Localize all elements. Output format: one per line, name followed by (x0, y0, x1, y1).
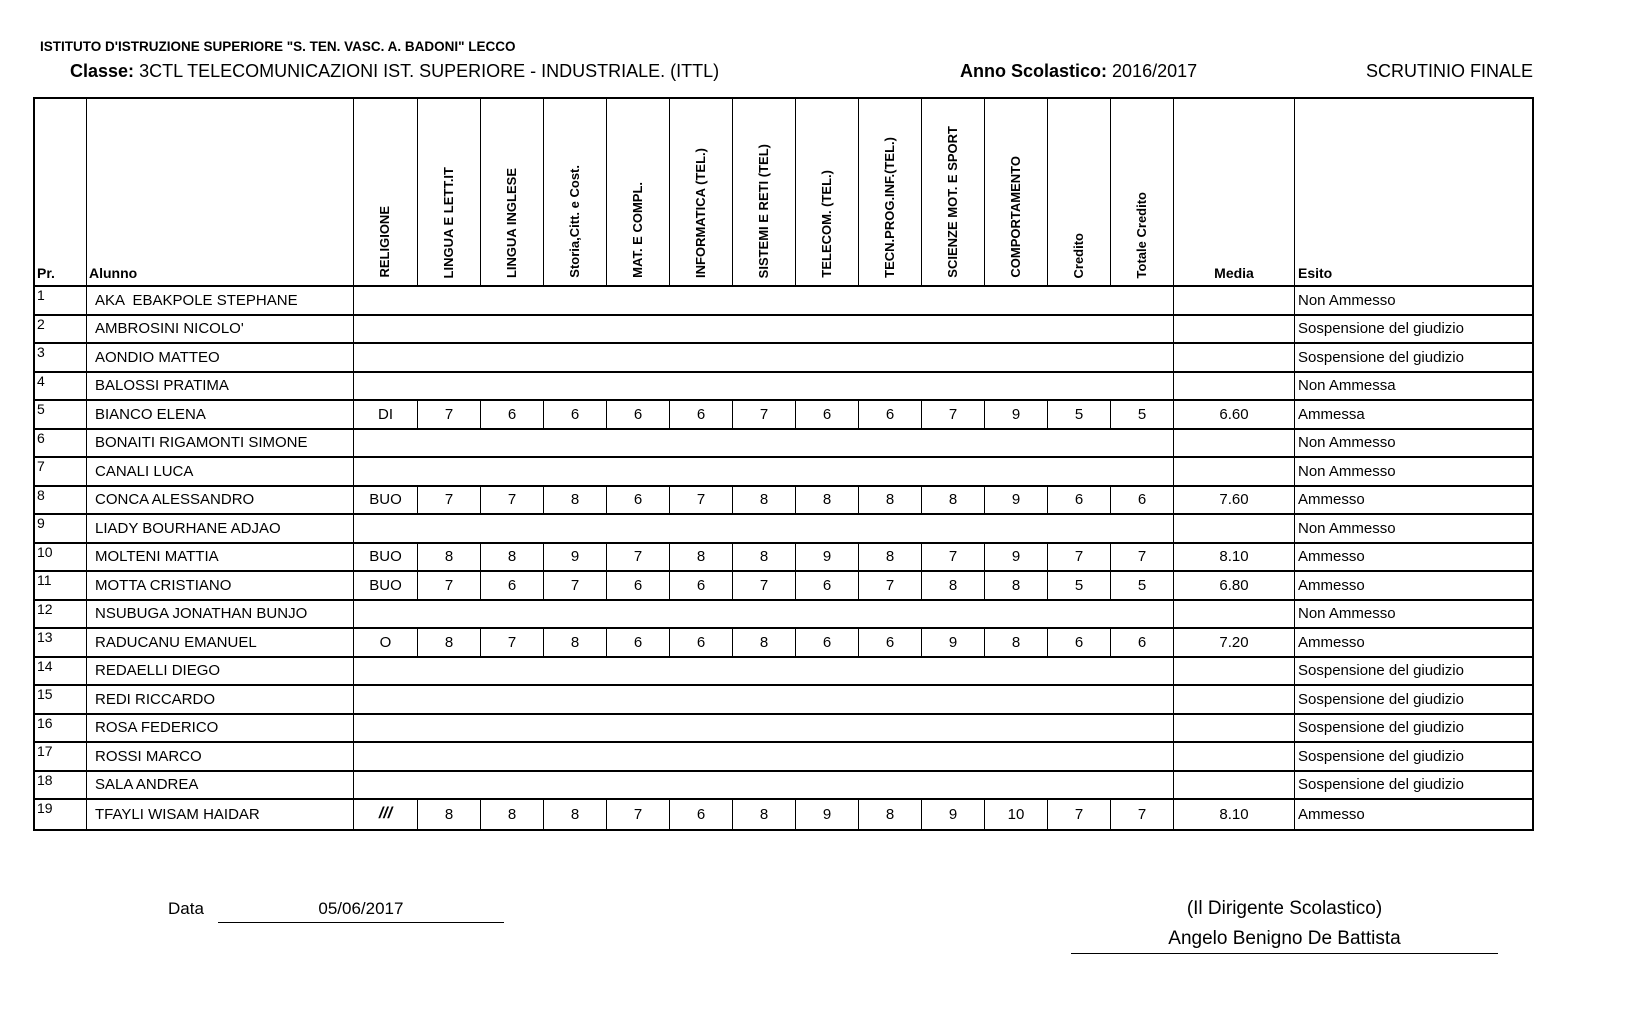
row-number: 11 (35, 572, 87, 601)
grade-cell: 9 (544, 544, 607, 573)
col-header-sistemi-reti (733, 99, 796, 287)
grade-cell: 8 (796, 487, 859, 516)
grade-cell: 8 (733, 487, 796, 516)
grade-cell: 6 (1048, 487, 1111, 516)
empty-grades-cell (354, 772, 1174, 801)
student-name: MOLTENI MATTIA (87, 544, 354, 573)
media-cell: 7.20 (1174, 629, 1295, 658)
col-header-storia (544, 99, 607, 287)
grade-cell: 7 (859, 572, 922, 601)
media-cell (1174, 287, 1295, 316)
grade-cell: 8 (481, 544, 544, 573)
row-number: 6 (35, 430, 87, 459)
grade-cell: 8 (922, 487, 985, 516)
classe-value: 3CTL TELECOMUNICAZIONI IST. SUPERIORE - INDUSTRIALE. (ITTL) (139, 61, 720, 81)
anno-label: Anno Scolastico: (960, 61, 1108, 81)
col-header-pr: Pr. (35, 99, 87, 287)
grade-cell: 9 (922, 800, 985, 829)
row-number: 9 (35, 515, 87, 544)
grade-cell: 8 (670, 544, 733, 573)
col-header-totale-credito (1111, 99, 1174, 287)
grade-cell: 7 (544, 572, 607, 601)
table-row (35, 515, 1532, 544)
row-number: 1 (35, 287, 87, 316)
col-header-label: SISTEMI E RETI (TEL) (755, 143, 771, 278)
student-name: AKA EBAKPOLE STEPHANE (87, 287, 354, 316)
grade-cell: 8 (418, 544, 481, 573)
col-header-label: MAT. E COMPL. (629, 182, 645, 278)
anno-scolastico-line (960, 61, 1197, 82)
table-row (35, 715, 1532, 744)
grade-cell: 9 (985, 544, 1048, 573)
header-row (35, 99, 1532, 287)
empty-grades-cell (354, 658, 1174, 687)
student-name: ROSSI MARCO (87, 743, 354, 772)
table-row (35, 800, 1532, 829)
empty-grades-cell (354, 316, 1174, 345)
grade-cell: 8 (985, 572, 1048, 601)
grade-cell: 8 (985, 629, 1048, 658)
grade-cell: 6 (670, 572, 733, 601)
col-header-lingua-inglese (481, 99, 544, 287)
empty-grades-cell (354, 715, 1174, 744)
grade-cell: 10 (985, 800, 1048, 829)
col-header-label: TECN.PROG.INF.(TEL.) (881, 137, 897, 278)
grade-cell: 6 (670, 401, 733, 430)
col-header-telecom (796, 99, 859, 287)
col-header-label: Totale Credito (1133, 191, 1149, 278)
esito-cell: Non Ammesso (1295, 458, 1532, 487)
grade-cell: 7 (733, 401, 796, 430)
table-row (35, 487, 1532, 516)
dirigente-title: (Il Dirigente Scolastico) (1186, 898, 1383, 919)
grade-cell: 5 (1111, 401, 1174, 430)
grade-cell: 6 (859, 629, 922, 658)
date-label: Data (168, 899, 204, 918)
grade-cell: 6 (607, 572, 670, 601)
row-number: 16 (35, 715, 87, 744)
anno-value: 2016/2017 (1112, 61, 1198, 81)
col-header-label: LINGUA E LETT.IT (440, 166, 456, 278)
grade-cell: 9 (985, 401, 1048, 430)
col-header-lingua-lett (418, 99, 481, 287)
col-header-informatica (670, 99, 733, 287)
grade-cell: 7 (922, 544, 985, 573)
student-name: ROSA FEDERICO (87, 715, 354, 744)
media-cell (1174, 715, 1295, 744)
grade-cell: 7 (1048, 544, 1111, 573)
col-header-scienze-motorie (922, 99, 985, 287)
esito-cell: Sospensione del giudizio (1295, 772, 1532, 801)
student-name: MOTTA CRISTIANO (87, 572, 354, 601)
grade-cell: 7 (1111, 544, 1174, 573)
media-cell: 6.60 (1174, 401, 1295, 430)
media-cell (1174, 458, 1295, 487)
grade-cell: 8 (544, 487, 607, 516)
grade-cell: 6 (481, 401, 544, 430)
esito-cell: Sospensione del giudizio (1295, 715, 1532, 744)
row-number: 2 (35, 316, 87, 345)
grade-cell: 7 (1048, 800, 1111, 829)
grade-cell: 8 (418, 800, 481, 829)
grade-cell: 5 (1048, 572, 1111, 601)
grades-table (33, 97, 1534, 831)
date-value: 05/06/2017 (218, 899, 504, 923)
esito-cell: Sospensione del giudizio (1295, 658, 1532, 687)
grade-cell: 6 (607, 401, 670, 430)
media-cell: 8.10 (1174, 800, 1295, 829)
table-row (35, 686, 1532, 715)
table-row (35, 658, 1532, 687)
esito-cell: Non Ammesso (1295, 430, 1532, 459)
student-name: BIANCO ELENA (87, 401, 354, 430)
grade-cell: 7 (607, 544, 670, 573)
grade-cell: 6 (670, 629, 733, 658)
media-cell: 8.10 (1174, 544, 1295, 573)
student-name: TFAYLI WISAM HAIDAR (87, 800, 354, 829)
row-number: 5 (35, 401, 87, 430)
student-name: REDAELLI DIEGO (87, 658, 354, 687)
media-cell (1174, 515, 1295, 544)
date-line (168, 899, 504, 923)
grade-cell: BUO (354, 487, 418, 516)
student-name: AONDIO MATTEO (87, 344, 354, 373)
table-row (35, 401, 1532, 430)
col-header-label: INFORMATICA (TEL.) (692, 148, 708, 278)
student-name: LIADY BOURHANE ADJAO (87, 515, 354, 544)
col-header-label: LINGUA INGLESE (503, 167, 519, 278)
empty-grades-cell (354, 515, 1174, 544)
student-name: SALA ANDREA (87, 772, 354, 801)
grade-cell: 7 (481, 629, 544, 658)
empty-grades-cell (354, 344, 1174, 373)
esito-cell: Ammesso (1295, 572, 1532, 601)
grade-cell: 7 (922, 401, 985, 430)
col-header-esito: Esito (1295, 99, 1532, 287)
grade-cell: 7 (733, 572, 796, 601)
esito-cell: Non Ammesso (1295, 515, 1532, 544)
student-name: REDI RICCARDO (87, 686, 354, 715)
student-name: AMBROSINI NICOLO' (87, 316, 354, 345)
col-header-alunno: Alunno (87, 99, 354, 287)
esito-cell: Non Ammesso (1295, 287, 1532, 316)
class-line (70, 61, 719, 82)
row-number: 13 (35, 629, 87, 658)
grade-cell: 6 (859, 401, 922, 430)
row-number: 14 (35, 658, 87, 687)
col-header-label: TELECOM. (TEL.) (818, 170, 834, 278)
grade-cell: 8 (481, 800, 544, 829)
grade-cell: 6 (670, 800, 733, 829)
student-name: BALOSSI PRATIMA (87, 373, 354, 402)
grade-cell: BUO (354, 572, 418, 601)
grade-cell: DI (354, 401, 418, 430)
grade-cell: 7 (418, 487, 481, 516)
dirigente-name: Angelo Benigno De Battista (1071, 928, 1498, 954)
esito-cell: Sospensione del giudizio (1295, 316, 1532, 345)
esito-cell: Ammesso (1295, 800, 1532, 829)
grade-cell: 9 (985, 487, 1048, 516)
grade-cell: 5 (1048, 401, 1111, 430)
col-header-label: Credito (1070, 232, 1086, 278)
media-cell (1174, 686, 1295, 715)
school-name: ISTITUTO D'ISTRUZIONE SUPERIORE "S. TEN. VASC. A. BADONI" LECCO (40, 39, 516, 54)
empty-grades-cell (354, 601, 1174, 630)
esito-cell: Sospensione del giudizio (1295, 743, 1532, 772)
row-number: 8 (35, 487, 87, 516)
grade-cell: 8 (733, 544, 796, 573)
media-cell (1174, 316, 1295, 345)
media-cell (1174, 743, 1295, 772)
empty-grades-cell (354, 430, 1174, 459)
table-row (35, 458, 1532, 487)
col-header-media: Media (1174, 99, 1295, 287)
esito-cell: Non Ammesso (1295, 601, 1532, 630)
esito-cell: Sospensione del giudizio (1295, 686, 1532, 715)
esito-cell: Sospensione del giudizio (1295, 344, 1532, 373)
classe-label: Classe: (70, 61, 135, 81)
grade-cell: 8 (922, 572, 985, 601)
col-header-comportamento (985, 99, 1048, 287)
media-cell (1174, 344, 1295, 373)
esito-cell: Non Ammessa (1295, 373, 1532, 402)
student-name: RADUCANU EMANUEL (87, 629, 354, 658)
col-header-label: SCIENZE MOT. E SPORT (944, 126, 960, 278)
empty-grades-cell (354, 686, 1174, 715)
col-header-label: COMPORTAMENTO (1007, 156, 1023, 278)
grade-cell: 6 (1111, 487, 1174, 516)
esito-cell: Ammesso (1295, 544, 1532, 573)
grade-cell: 6 (796, 629, 859, 658)
media-cell (1174, 373, 1295, 402)
grade-cell: /// (354, 800, 418, 829)
grade-cell: 9 (922, 629, 985, 658)
table-row (35, 430, 1532, 459)
grade-cell: O (354, 629, 418, 658)
grade-cell: 7 (607, 800, 670, 829)
student-name: BONAITI RIGAMONTI SIMONE (87, 430, 354, 459)
table-row (35, 629, 1532, 658)
grade-cell: 6 (796, 401, 859, 430)
row-number: 17 (35, 743, 87, 772)
empty-grades-cell (354, 743, 1174, 772)
row-number: 10 (35, 544, 87, 573)
row-number: 15 (35, 686, 87, 715)
grades-table-body (35, 287, 1532, 829)
col-header-credito (1048, 99, 1111, 287)
table-row (35, 601, 1532, 630)
media-cell: 7.60 (1174, 487, 1295, 516)
table-row (35, 373, 1532, 402)
esito-cell: Ammessa (1295, 401, 1532, 430)
student-name: NSUBUGA JONATHAN BUNJO (87, 601, 354, 630)
grade-cell: 9 (796, 544, 859, 573)
grade-cell: 6 (607, 629, 670, 658)
esito-cell: Ammesso (1295, 487, 1532, 516)
col-header-tecn-prog-inf (859, 99, 922, 287)
table-row (35, 572, 1532, 601)
table-row (35, 743, 1532, 772)
table-row (35, 316, 1532, 345)
grade-cell: 7 (1111, 800, 1174, 829)
empty-grades-cell (354, 373, 1174, 402)
col-header-label: RELIGIONE (377, 206, 393, 278)
grade-cell: 6 (796, 572, 859, 601)
grade-cell: 8 (544, 800, 607, 829)
col-header-label: Storia,Citt. e Cost. (566, 165, 582, 278)
grade-cell: 6 (1111, 629, 1174, 658)
table-row (35, 287, 1532, 316)
empty-grades-cell (354, 287, 1174, 316)
grade-cell: 8 (544, 629, 607, 658)
row-number: 4 (35, 373, 87, 402)
esito-cell: Ammesso (1295, 629, 1532, 658)
student-name: CONCA ALESSANDRO (87, 487, 354, 516)
media-cell (1174, 430, 1295, 459)
col-header-religione (354, 99, 418, 287)
grade-cell: 8 (733, 800, 796, 829)
grade-cell: 7 (418, 572, 481, 601)
col-header-matematica (607, 99, 670, 287)
row-number: 19 (35, 800, 87, 829)
media-cell (1174, 772, 1295, 801)
media-cell: 6.80 (1174, 572, 1295, 601)
grade-cell: 8 (859, 800, 922, 829)
grade-cell: 8 (418, 629, 481, 658)
row-number: 7 (35, 458, 87, 487)
grade-cell: 9 (796, 800, 859, 829)
grade-cell: 6 (607, 487, 670, 516)
empty-grades-cell (354, 458, 1174, 487)
grade-cell: 7 (418, 401, 481, 430)
row-number: 18 (35, 772, 87, 801)
row-number: 12 (35, 601, 87, 630)
student-name: CANALI LUCA (87, 458, 354, 487)
grade-cell: 6 (481, 572, 544, 601)
signature-block (1071, 898, 1498, 954)
media-cell (1174, 658, 1295, 687)
table-row (35, 772, 1532, 801)
grade-cell: 8 (859, 487, 922, 516)
grade-cell: 7 (670, 487, 733, 516)
grade-cell: 7 (481, 487, 544, 516)
table-row (35, 544, 1532, 573)
grade-cell: 6 (1048, 629, 1111, 658)
grade-cell: 5 (1111, 572, 1174, 601)
row-number: 3 (35, 344, 87, 373)
grade-cell: BUO (354, 544, 418, 573)
scrutinio-finale-label: SCRUTINIO FINALE (1365, 61, 1533, 81)
grade-cell: 8 (733, 629, 796, 658)
media-cell (1174, 601, 1295, 630)
grade-cell: 8 (859, 544, 922, 573)
grade-cell: 6 (544, 401, 607, 430)
table-row (35, 344, 1532, 373)
